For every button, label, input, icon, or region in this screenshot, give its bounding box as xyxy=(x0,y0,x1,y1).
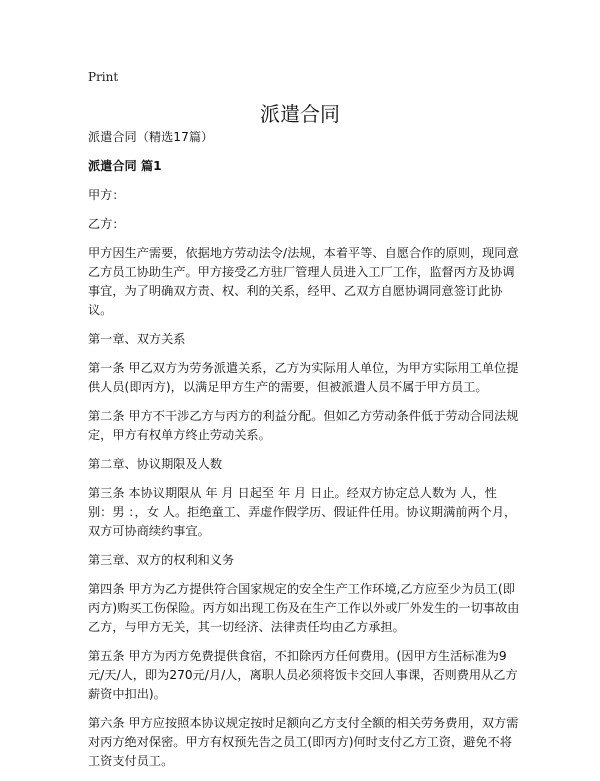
party-a-line: 甲方： xyxy=(88,188,125,202)
intro-paragraph: 甲方因生产需要，依据地方劳动法令/法规，本着平等、自愿合作的原则，现同意乙方员工协助生产。甲方接受乙方驻厂管理人员进入工厂工作，监督丙方及协调事宜，为了明确双方责、权、利的关系，经甲、乙双方自愿协调同意签订此协议。 xyxy=(88,246,519,317)
article-paragraph: 第一条 甲乙双方为劳务派遣关系，乙方为实际用人单位，为甲方实际用工单位提供人员(即丙方)，以满足甲方生产的需要，但被派遣人员不属于甲方员工。 xyxy=(88,361,519,394)
chapter-heading: 第一章、双方关系 xyxy=(88,332,186,346)
document-body xyxy=(88,128,520,781)
document-title: 派遣合同 xyxy=(260,102,340,126)
document-subtitle: 派遣合同（精选17篇） xyxy=(88,130,214,144)
chapter-heading: 第二章、协议期限及人数 xyxy=(88,457,223,471)
article-paragraph: 第二条 甲方不干涉乙方与丙方的利益分配。但如乙方劳动条件低于劳动合同法规定，甲方有权单方终止劳动关系。 xyxy=(88,409,519,442)
article-paragraph: 第五条 甲方为丙方免费提供食宿，不扣除丙方任何费用。(因甲方生活标准为9元/天/人，即为270元/月/人，离职人员必须将饭卡交回人事课，否则费用从乙方薪资中扣出)。 xyxy=(88,649,518,701)
article-paragraph: 第六条 甲方应按照本协议规定按时足额向乙方支付全额的相关劳务费用，双方需对丙方绝对保密。甲方有权预先告之员工(即丙方)何时支付乙方工资，避免不将工资支付员工。 xyxy=(88,716,519,768)
print-link[interactable]: Print xyxy=(88,70,119,84)
article-paragraph: 第三条 本协议期限从 年 月 日起至 年 月 日止。经双方协定总人数为 人，性别：男 ：，女 人。拒绝童工、弄虚作假学历、假证件任用。协议期满前两个月，双方可协商续约事宜。 xyxy=(88,486,517,538)
article-paragraph: 第四条 甲方为乙方提供符合国家规定的安全生产工作环境,乙方应至少为员工(即丙方)购买工伤保险。丙方如出现工伤及在生产工作以外或厂外发生的一切事故由乙方，与甲方无关，其一切经济、法律责任均由乙方承担。 xyxy=(88,582,520,634)
party-b-line: 乙方： xyxy=(88,217,125,231)
chapter-heading: 第三章、双方的权利和义务 xyxy=(88,553,235,567)
section-heading: 派遣合同 篇1 xyxy=(88,159,162,173)
